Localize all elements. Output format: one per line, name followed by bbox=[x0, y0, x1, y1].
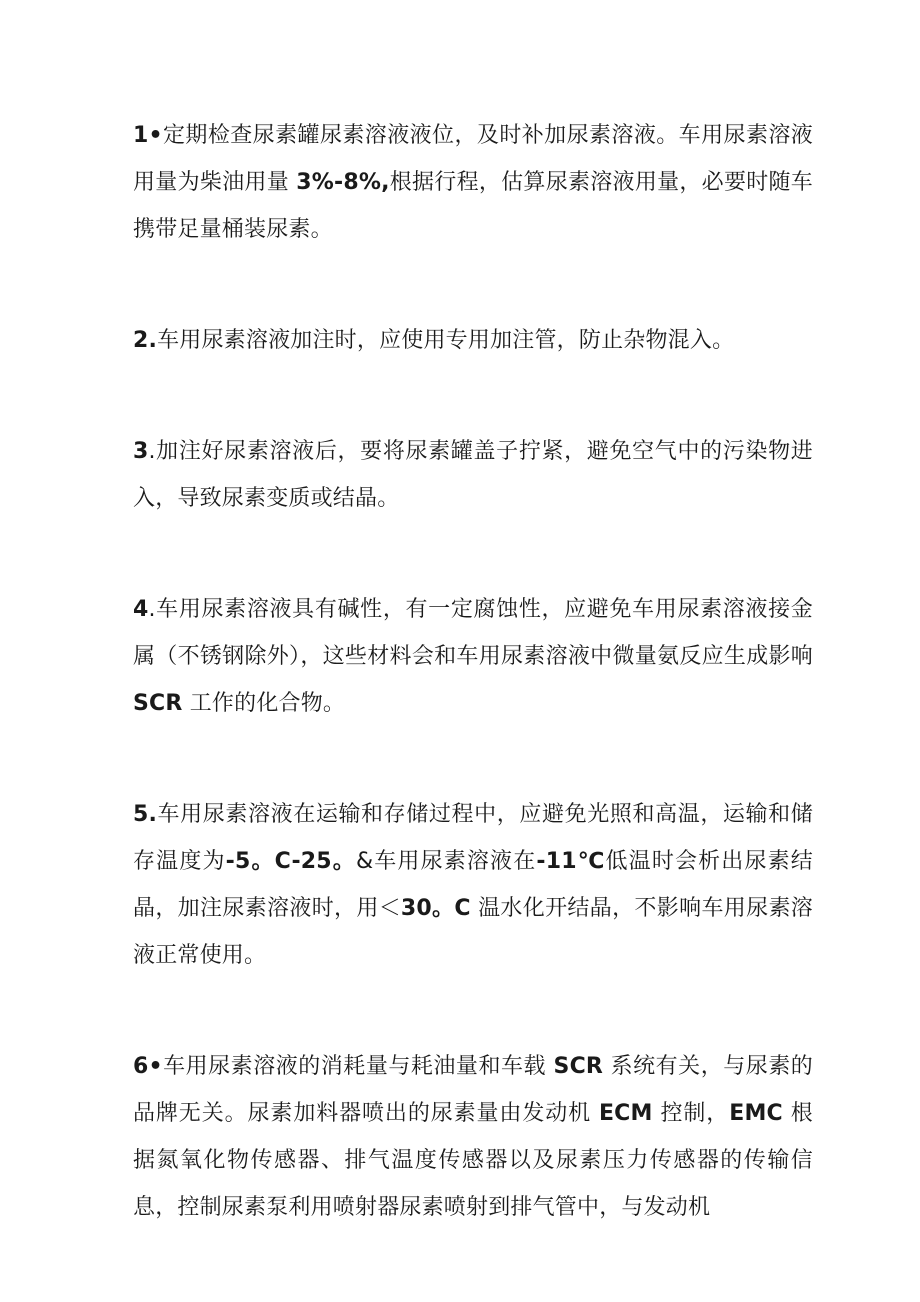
paragraph-number: 2. bbox=[133, 328, 158, 353]
paragraph-6 bbox=[133, 1043, 813, 1231]
paragraph-2 bbox=[133, 317, 813, 364]
paragraph-text: 车用尿素溶液在运输和存储过程中，应避免光照和高温，运输和储存温度为 bbox=[133, 802, 813, 874]
paragraph-4 bbox=[133, 586, 813, 727]
paragraph-number: 4 bbox=[133, 597, 149, 622]
paragraph-text: 控制， bbox=[652, 1101, 730, 1126]
paragraph-text: .车用尿素溶液具有碱性，有一定腐蚀性，应避免车用尿素溶液接金属（不锈钢除外），这些材料会和车用尿素溶液中微量氨反应生成影响 bbox=[133, 597, 813, 669]
paragraph-emphasis: 30。C bbox=[400, 896, 471, 921]
paragraph-emphasis: -11℃ bbox=[536, 849, 606, 874]
paragraph-1 bbox=[133, 112, 813, 253]
paragraph-text: .加注好尿素溶液后，要将尿素罐盖子拧紧，避免空气中的污染物进入，导致尿素变质或结晶。 bbox=[133, 439, 813, 511]
paragraph-emphasis: ECM bbox=[598, 1101, 653, 1126]
paragraph-emphasis: SCR bbox=[553, 1054, 604, 1079]
paragraph-text: 低温时会析出尿素结晶，加注尿素溶液时，用＜ bbox=[133, 849, 813, 921]
paragraph-number: 5. bbox=[133, 802, 158, 827]
paragraph-text: &车用尿素溶液在 bbox=[355, 849, 537, 874]
paragraph-3 bbox=[133, 428, 813, 522]
paragraph-text: 温水化开结晶，不影响车用尿素溶液正常使用。 bbox=[133, 896, 813, 968]
paragraph-emphasis: -5。C-25。 bbox=[225, 849, 356, 874]
paragraph-text: 工作的化合物。 bbox=[182, 691, 346, 716]
paragraph-5 bbox=[133, 791, 813, 979]
paragraph-text: 根据行程，估算尿素溶液用量，必要时随车携带足量桶装尿素。 bbox=[133, 170, 813, 242]
paragraph-text: 车用尿素溶液的消耗量与耗油量和车载 bbox=[162, 1054, 554, 1079]
paragraph-text: 车用尿素溶液加注时，应使用专用加注管，防止杂物混入。 bbox=[157, 328, 735, 353]
paragraph-text: 定期检查尿素罐尿素溶液液位，及时补加尿素溶液。车用尿素溶液用量为柴油用量 bbox=[133, 123, 813, 195]
paragraph-text: 根据氮氧化物传感器、排气温度传感器以及尿素压力传感器的传输信息，控制尿素泵利用喷射器尿素喷射到排气管中，与发动机 bbox=[133, 1101, 813, 1220]
paragraph-emphasis: SCR bbox=[133, 691, 183, 716]
paragraph-number: 6• bbox=[133, 1054, 163, 1079]
paragraph-emphasis: 3%-8%, bbox=[296, 170, 390, 195]
document-body bbox=[133, 112, 813, 1295]
paragraph-text: 系统有关，与尿素的品牌无关。尿素加料器喷出的尿素量由发动机 bbox=[133, 1054, 813, 1126]
paragraph-number: 3 bbox=[133, 439, 149, 464]
paragraph-emphasis: EMC bbox=[729, 1101, 783, 1126]
paragraph-number: 1• bbox=[133, 123, 163, 148]
